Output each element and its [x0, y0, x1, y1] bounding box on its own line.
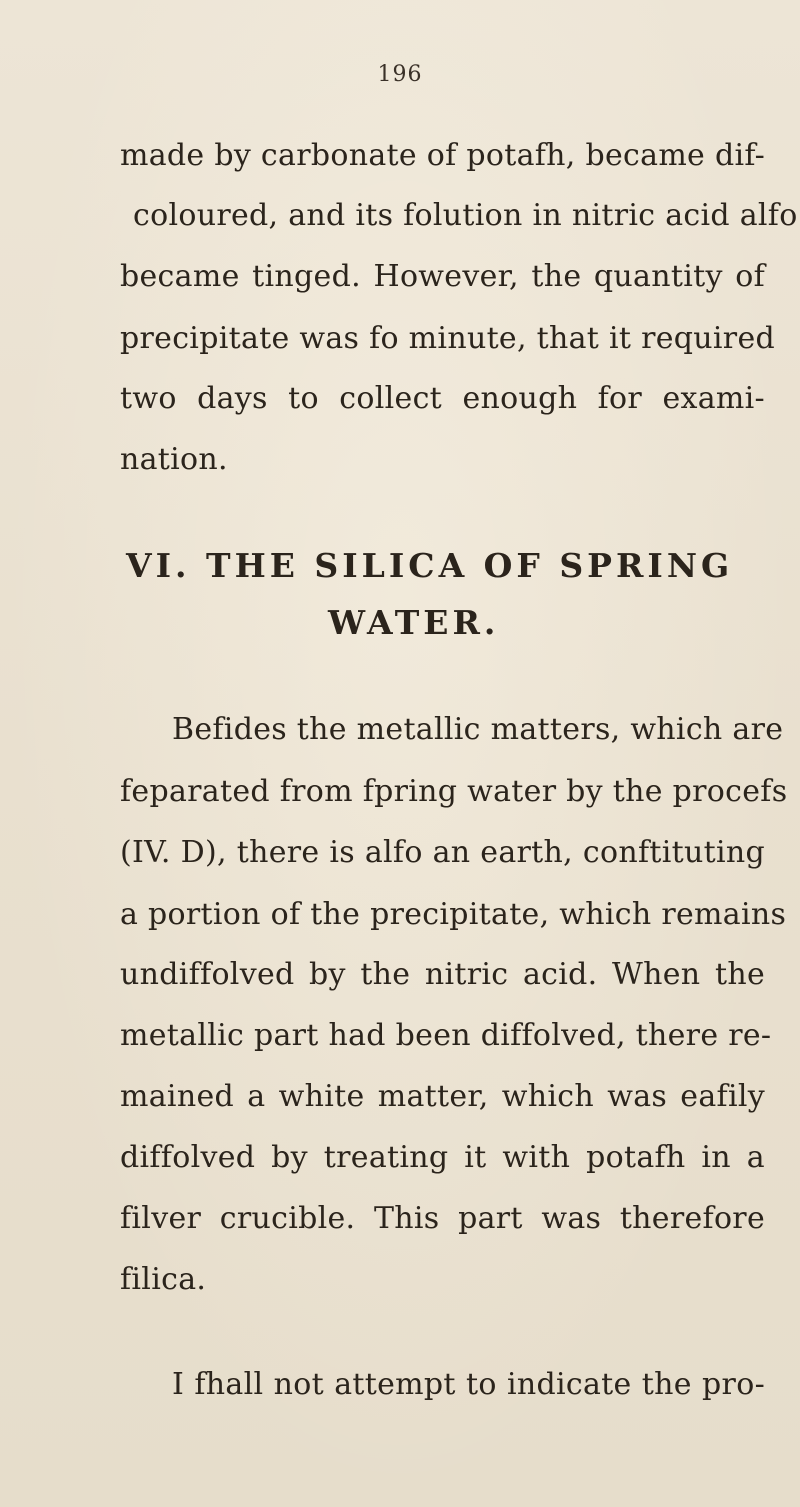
- paragraph-1-line-5: two days to collect enough for exami-: [120, 381, 765, 416]
- paragraph-1-line-6: nation.: [120, 442, 228, 477]
- paragraph-2-line-6: metallic part had been diffolved, there re-: [120, 1018, 772, 1053]
- paragraph-3-line-1: I fhall not attempt to indicate the pro-: [172, 1367, 765, 1402]
- paragraph-2-line-3: (IV. D), there is alfo an earth, conftituting: [120, 835, 765, 870]
- paragraph-2-line-4: a portion of the precipitate, which remains: [120, 897, 787, 932]
- paragraph-2-line-1: Befides the metallic matters, which are: [172, 712, 784, 747]
- section-heading-line-2: WATER.: [328, 603, 500, 642]
- paragraph-2-line-2: feparated from fpring water by the procefs: [120, 774, 788, 809]
- paragraph-2-line-5: undiffolved by the nitric acid. When the: [120, 957, 765, 992]
- paragraph-1-line-2: coloured, and its folution in nitric acid alfo: [133, 198, 798, 233]
- paragraph-2-line-8: diffolved by treating it with potafh in a: [120, 1140, 765, 1175]
- paragraph-2-line-7: mained a white matter, which was eafily: [120, 1079, 765, 1114]
- paragraph-1-line-3: became tinged. However, the quantity of: [120, 259, 765, 294]
- paragraph-1-line-4: precipitate was fo minute, that it required: [120, 321, 775, 356]
- paragraph-2-line-10: filica.: [120, 1262, 207, 1297]
- section-heading-line-1: VI. THE SILICA OF SPRING: [126, 546, 734, 585]
- paragraph-2-line-9: filver crucible. This part was therefore: [120, 1201, 765, 1236]
- page-number: 196: [377, 62, 423, 87]
- paragraph-1-line-1: made by carbonate of potafh, became dif-: [120, 138, 766, 173]
